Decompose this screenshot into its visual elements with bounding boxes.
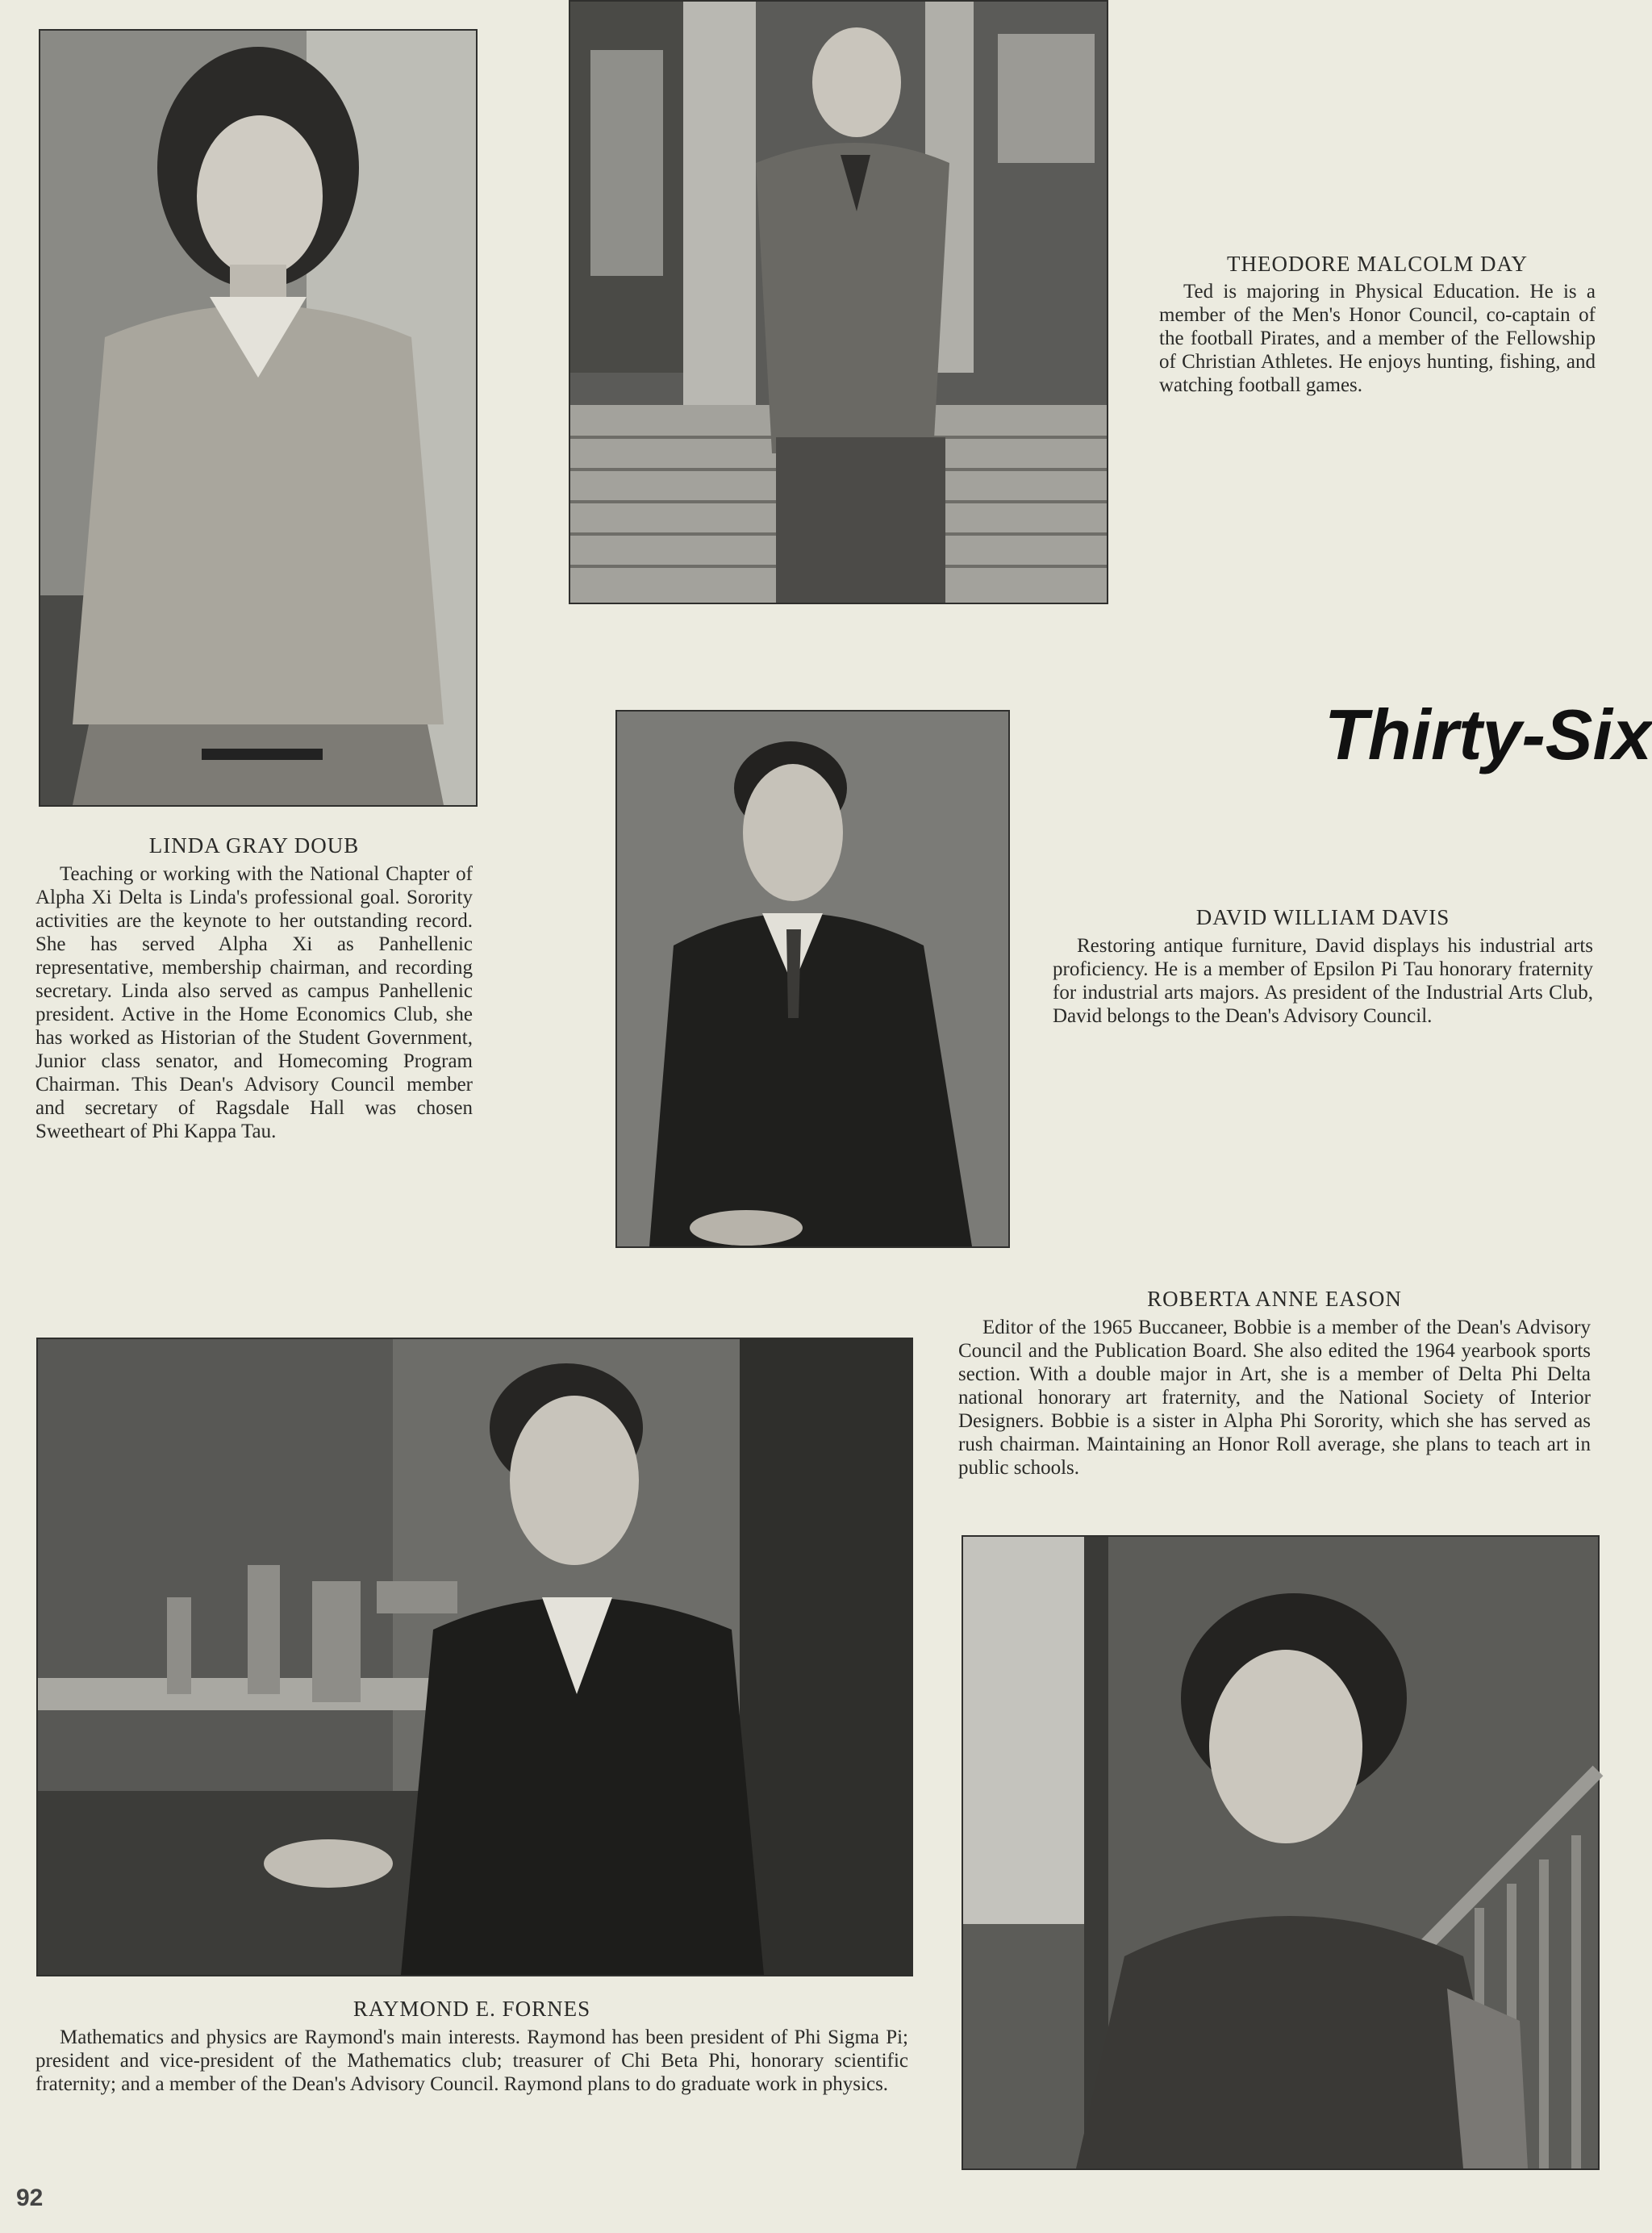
portrait-illustration (963, 1537, 1598, 2168)
bio-linda-gray-doub: Teaching or working with the National Chapter of Alpha Xi Delta is Linda's professional goal. Sorority activities are the keynote to her outstanding record. She has served Alpha Xi as Panhellenic representative, membership chairman, and recording secretary. Linda also served as campus Panhellenic president. Active in the Home Economics Club, she has worked as Historian of the Student Government, Junior class senator, and Homecoming Program Chairman. This Dean's Advisory Council member and secretary of Ragsdale Hall was chosen Sweetheart of Phi Kappa Tau. (35, 863, 473, 1142)
bio-david-william-davis: Restoring antique furniture, David displays his industrial arts proficiency. He is a member of Epsilon Pi Tau honorary fraternity for industrial arts majors. As president of the Industrial Arts Club, David belongs to the Dean's Advisory Council. (1053, 935, 1593, 1027)
portrait-illustration (38, 1339, 912, 1975)
photo-roberta-anne-eason (962, 1535, 1600, 2170)
name-david-william-davis: DAVID WILLIAM DAVIS (1195, 905, 1450, 929)
photo-linda-gray-doub (39, 29, 478, 807)
portrait-illustration (40, 31, 476, 805)
name-raymond-e-fornes: RAYMOND E. FORNES (353, 1997, 591, 2021)
photo-theodore-malcolm-day (569, 0, 1108, 604)
name-linda-gray-doub: LINDA GRAY DOUB (148, 833, 360, 858)
bio-theodore-malcolm-day: Ted is majoring in Physical Education. He is a member of the Men's Honor Council, co-captain of the football Pirates, and a member of the Fellowship of Christian Athletes. He enjoys hunting, fishing, and watching football games. (1159, 281, 1596, 396)
photo-david-william-davis (615, 710, 1010, 1248)
name-roberta-anne-eason: ROBERTA ANNE EASON (1147, 1287, 1402, 1311)
bio-raymond-e-fornes: Mathematics and physics are Raymond's main interests. Raymond has been president of Phi Sigma Pi; president and vice-president of the Mathematics club; treasurer of Chi Beta Phi, honorary scientific fraternity; and a member of the Dean's Advisory Council. Raymond plans to do graduate work in physics. (35, 2026, 908, 2095)
photo-raymond-e-fornes (36, 1338, 913, 1976)
page-number: 92 (16, 2185, 44, 2211)
section-title: Thirty-Six (1325, 695, 1652, 774)
bio-roberta-anne-eason: Editor of the 1965 Buccaneer, Bobbie is a member of the Dean's Advisory Council and the Publication Board. She also edited the 1964 yearbook sports section. With a double major in Art, she is a member of Delta Phi Delta national honorary art fraternity, and the National Society of Interior Designers. Bobbie is a sister in Alpha Phi Sorority, which she has served as rush chairman. Maintaining an Honor Roll average, she plans to teach art in public schools. (958, 1317, 1591, 1479)
name-theodore-malcolm-day: THEODORE MALCOLM DAY (1226, 252, 1528, 276)
portrait-illustration (617, 712, 1008, 1246)
portrait-illustration (570, 2, 1107, 603)
